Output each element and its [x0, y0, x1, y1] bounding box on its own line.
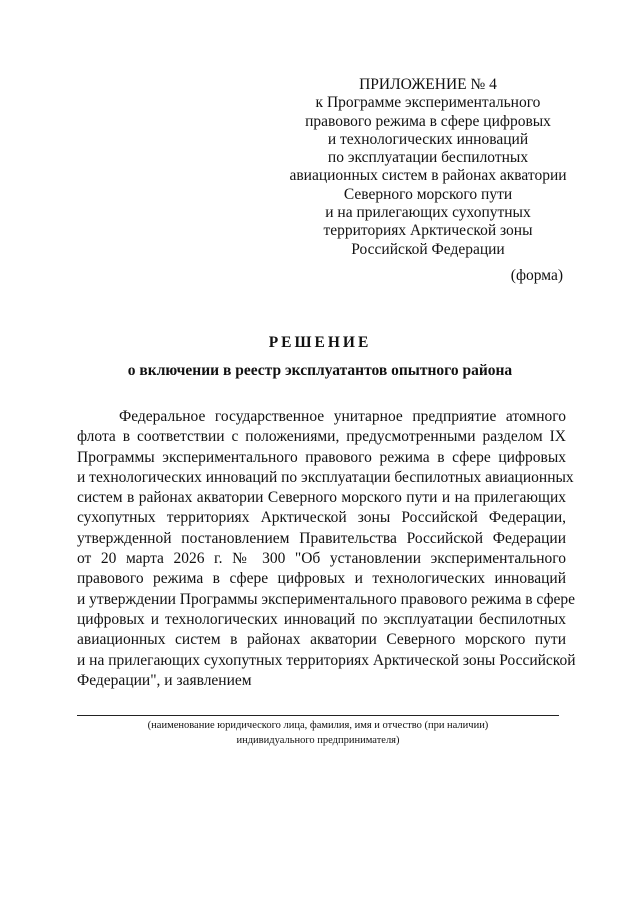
body-line: систем в районах акватории Северного морского пути и на прилегающих [77, 489, 566, 507]
appendix-header [270, 76, 586, 259]
body-line: и на прилегающих сухопутных территориях Арктической зоны Российской [77, 651, 576, 669]
caption-line: (наименование юридического лица, фамилия, имя и отчество (при наличии) [147, 720, 489, 731]
appendix-line: Северного морского пути [343, 185, 513, 203]
body-line: Федерации", и заявлением [77, 671, 252, 689]
body-paragraph [77, 407, 576, 691]
appendix-line: правового режима в сфере цифровых [305, 112, 551, 130]
form-mark: (форма) [510, 267, 563, 284]
body-line: от 20 марта 2026 г. № 300 "Об установлении экспериментального [77, 550, 566, 568]
body-line: Федеральное государственное унитарное предприятие атомного [119, 408, 566, 425]
appendix-line: авиационных систем в районах акватории [289, 167, 567, 185]
appendix-line: ПРИЛОЖЕНИЕ № 4 [359, 76, 497, 93]
body-line: авиационных систем в районах акватории Северного морского пути [77, 631, 566, 649]
appendix-line: и технологических инноваций [327, 130, 529, 148]
applicant-fill-line [77, 715, 559, 716]
body-line: сухопутных территориях Арктической зоны Российской Федерации, [77, 509, 566, 527]
document-title: РЕШЕНИЕ [268, 334, 372, 351]
body-line: и технологических инноваций по эксплуатации беспилотных авиационных [77, 468, 574, 486]
appendix-line: территориях Арктической зоны [323, 222, 533, 240]
fill-line-caption [77, 718, 559, 748]
appendix-line: Российской Федерации [351, 240, 505, 258]
caption-line: индивидуального предпринимателя) [236, 735, 400, 746]
appendix-line: и на прилегающих сухопутных [325, 204, 531, 222]
body-line: цифровых и технологических инноваций по эксплуатации беспилотных [77, 610, 566, 628]
document-subtitle: о включении в реестр эксплуатантов опытного района [127, 362, 513, 379]
body-line: флота в соответствии с положениями, предусмотренными разделом IX [77, 428, 566, 446]
body-line: утвержденной постановлением Правительства Российской Федерации [77, 529, 566, 547]
appendix-line: по эксплуатации беспилотных [327, 149, 529, 167]
body-line: правового режима в сфере цифровых и технологических инноваций [77, 570, 566, 588]
appendix-line: к Программе экспериментального [315, 94, 541, 112]
body-line: Программы экспериментального правового режима в сфере цифровых [77, 448, 566, 466]
body-line: и утверждении Программы экспериментального правового режима в сфере [77, 590, 576, 608]
